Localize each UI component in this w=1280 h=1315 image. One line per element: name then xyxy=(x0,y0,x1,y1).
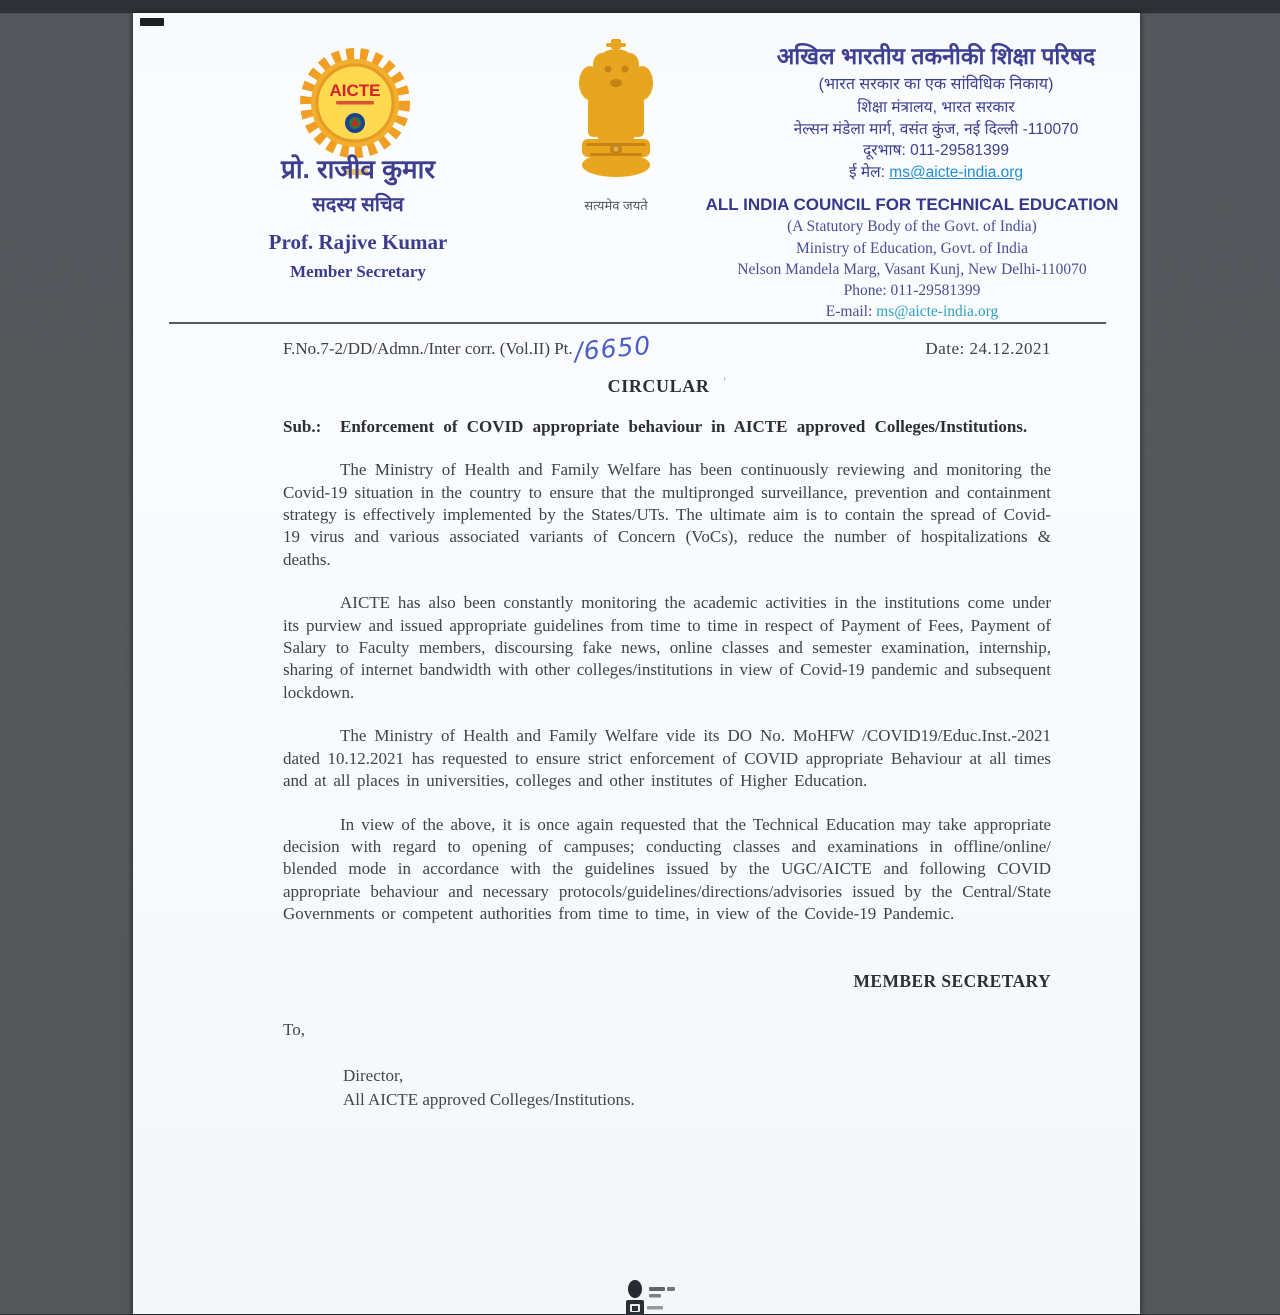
satyameva-jayate-caption: सत्यमेव जयते xyxy=(584,198,648,213)
email-link-hindi[interactable]: ms@aicte-india.org xyxy=(889,164,1024,182)
address-hindi: नेल्सन मंडेला मार्ग, वसंत कुंज, नई दिल्ली -110070 xyxy=(793,120,1079,138)
subject-text: Enforcement of COVID appropriate behaviour in AICTE approved Colleges/Institutions. xyxy=(340,416,1028,436)
addressee-salutation: To, xyxy=(283,1019,305,1039)
phone-english: Phone: 011-29581399 xyxy=(843,282,981,300)
signatory-designation: MEMBER SECRETARY xyxy=(853,970,1051,991)
officer-identity-block xyxy=(229,154,487,282)
email-line-english xyxy=(689,303,1135,321)
paragraph-1: The Ministry of Health and Family Welfare has been continuously reviewing and monitoring the Covid-19 situation in the country to ensure that the multipronged surveillance, prevention and containment strategy is effectively implemented by the States/UTs. The ultimate aim is to contain the spread of Covid-19 virus and various associated variants of Concern (VoCs), reduce the number of hospitalizations & deaths. xyxy=(283,460,1051,569)
subject-label: Sub.: xyxy=(283,416,322,436)
ministry-hindi: शिक्षा मंत्रालय, भारत सरकार xyxy=(857,98,1015,116)
scan-artifact-mark: ' xyxy=(723,374,727,390)
scanned-letter-page xyxy=(133,13,1140,1314)
email-label-hindi: ई मेल: xyxy=(848,164,885,182)
scan-corner-mark xyxy=(140,18,164,26)
circular-label: CIRCULAR xyxy=(607,376,710,397)
paragraph-3: The Ministry of Health and Family Welfare vide its DO No. MoHFW /COVID19/Educ.Inst.-2021 dated 10.12.2021 has requested to ensure strict enforcement of COVID appropriate Behaviour at all times and at all places in universities, colleges and other institutes of Higher Education. xyxy=(283,726,1051,791)
email-line-hindi xyxy=(739,164,1133,182)
council-header-english xyxy=(689,196,1135,321)
officer-name-english: Prof. Rajive Kumar xyxy=(268,230,448,255)
email-link-english[interactable]: ms@aicte-india.org xyxy=(876,303,999,321)
document-type-heading xyxy=(283,371,1051,397)
ministry-english: Ministry of Education, Govt. of India xyxy=(795,239,1029,257)
letter-date: Date: 24.12.2021 xyxy=(925,339,1051,358)
aicte-logo-text: AICTE xyxy=(329,81,381,100)
letter-body xyxy=(283,330,1051,1111)
bottom-stamp-icon xyxy=(621,1279,711,1315)
email-label-english: E-mail: xyxy=(825,303,873,321)
ashoka-emblem-icon xyxy=(572,39,660,193)
statutory-body-hindi: (भारत सरकार का एक सांविधिक निकाय) xyxy=(818,76,1054,94)
address-english: Nelson Mandela Marg, Vasant Kunj, New Delhi-110070 xyxy=(737,260,1087,278)
letterhead-divider xyxy=(169,322,1106,324)
file-number: F.No.7-2/DD/Admn./Inter corr. (Vol.II) Pt. xyxy=(283,339,573,358)
council-name-english: ALL INDIA COUNCIL FOR TECHNICAL EDUCATION xyxy=(705,195,1119,214)
officer-name-hindi: प्रो. राजीव कुमार xyxy=(281,154,435,184)
statutory-body-english: (A Statutory Body of the Govt. of India) xyxy=(787,218,1037,236)
phone-hindi: दूरभाष: 011-29581399 xyxy=(863,142,1009,160)
addressee-line-2: All AICTE approved Colleges/Institutions. xyxy=(343,1089,635,1109)
council-name-hindi: अखिल भारतीय तकनीकी शिक्षा परिषद xyxy=(776,43,1096,69)
council-header-hindi xyxy=(739,43,1133,182)
aicte-logo xyxy=(296,46,414,164)
officer-title-hindi: सदस्य सचिव xyxy=(312,194,404,217)
officer-title-english: Member Secretary xyxy=(290,262,426,282)
paragraph-4: In view of the above, it is once again requested that the Technical Education may take appropriate decision with regard to opening of campuses; conducting classes and examinations in offline/online/ blended mode in accordance with the guidelines issued by the UGC/AICTE and following COVID appropriate behaviour and necessary protocols/guidelines/directions/advisories issued by the Central/State Governments or competent authorities from time to time, in view of the Covide-19 Pandemic. xyxy=(283,814,1051,924)
addressee-line-1: Director, xyxy=(343,1066,404,1086)
national-emblem-block xyxy=(563,39,669,214)
subject-line xyxy=(283,416,1051,438)
handwritten-dispatch-number: /6650 xyxy=(572,330,653,367)
paragraph-2: AICTE has also been constantly monitoring the academic activities in the institutions come under its purview and issued appropriate guidelines from time to time in respect of Payment of Fees, Payment of Salary to Faculty members, discoursing fake news, online classes and semester examination, internship, sharing of internet bandwidth with other colleges/institutions in view of Covid-19 pandemic and subsequent lockdown. xyxy=(283,593,1051,702)
addressee-block xyxy=(343,1064,1051,1111)
reference-row xyxy=(283,330,1051,367)
file-number-line xyxy=(283,330,653,367)
